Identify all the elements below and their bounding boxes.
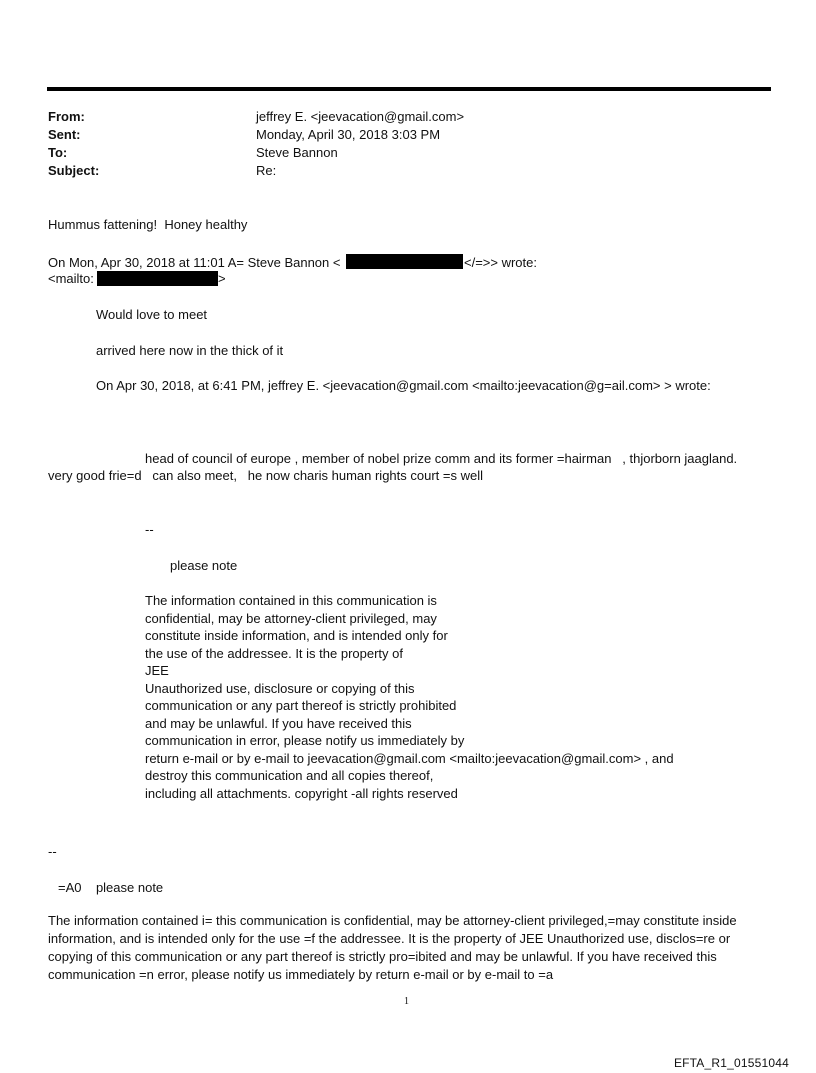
signature-dash: -- (48, 844, 57, 859)
header-rule (47, 87, 771, 91)
quote2-header: On Apr 30, 2018, at 6:41 PM, jeffrey E. <jeevacation@gmail.com <mailto:jeevacation@g=ail.com> > wrote: (96, 378, 711, 393)
quote1-mailto-end: > (218, 271, 226, 286)
disclaimer-line: and may be unlawful. If you have received this (145, 715, 412, 731)
reply-text: Hummus fattening! Honey healthy (48, 217, 248, 232)
final-disclaimer: The information contained i= this communication is confidential, may be attorney-client privileged,=may constitute inside information, and is intended only for the use =f the addressee. It is the property of JEE Unauthorized use, disclos=re or copying of this communication or any part thereof is strictly pro=ibited and may be unlawful. If you have received this communication =n error, please notify us immediately by return e-mail or by e-mail to =a (48, 913, 737, 982)
disclaimer-line: including all attachments. copyright -all rights reserved (145, 785, 458, 801)
redaction-box (97, 271, 218, 286)
quote1-prefix: On Mon, Apr 30, 2018 at 11:01 A= Steve Bannon < (48, 255, 341, 270)
disclaimer-line: JEE (145, 663, 169, 678)
page-number: 1 (404, 996, 409, 1007)
message-line: Would love to meet (96, 307, 208, 322)
bates-number: EFTA_R1_01551044 (673, 1056, 789, 1070)
message-line: very good frie=d can also meet, he now charis human rights court =s well (48, 468, 483, 483)
disclaimer-line: destroy this communication and all copies thereof, (145, 768, 434, 783)
to-label: To: (48, 145, 68, 160)
sent-label: Sent: (48, 127, 81, 142)
disclaimer-line: The information contained in this communication is (145, 593, 437, 608)
signature-dash: -- (145, 522, 154, 537)
disclaimer-line: the use of the addressee. It is the property of (145, 645, 403, 661)
disclaimer-line: communication or any part thereof is strictly prohibited (145, 698, 457, 713)
quote1-mailto: <mailto: (48, 271, 94, 286)
sent-value: Monday, April 30, 2018 3:03 PM (256, 127, 441, 142)
from-value: jeffrey E. <jeevacation@gmail.com> (256, 109, 465, 124)
disclaimer-line: Unauthorized use, disclosure or copying of this (145, 680, 415, 696)
disclaimer-line: constitute inside information, and is intended only for (145, 628, 448, 643)
quote1-suffix: </=>> wrote: (464, 255, 537, 270)
subject-value: Re: (256, 163, 277, 178)
to-value: Steve Bannon (256, 145, 338, 160)
message-line: head of council of europe , member of nobel prize comm and its former =hairman , thjorborn jaagland. (145, 451, 738, 466)
disclaimer-line: communication in error, please notify us immediately by (145, 733, 465, 748)
please-note: =A0 please note (58, 880, 164, 895)
message-line: arrived here now in the thick of it (96, 343, 284, 358)
subject-label: Subject: (48, 163, 100, 178)
disclaimer-block (145, 592, 725, 802)
disclaimer-line: return e-mail or by e-mail to jeevacation@gmail.com <mailto:jeevacation@gmail.com> , and (145, 750, 674, 766)
please-note: please note (170, 558, 238, 573)
disclaimer-line: confidential, may be attorney-client privileged, may (145, 610, 437, 626)
redaction-box (346, 254, 463, 269)
from-label: From: (48, 109, 85, 124)
